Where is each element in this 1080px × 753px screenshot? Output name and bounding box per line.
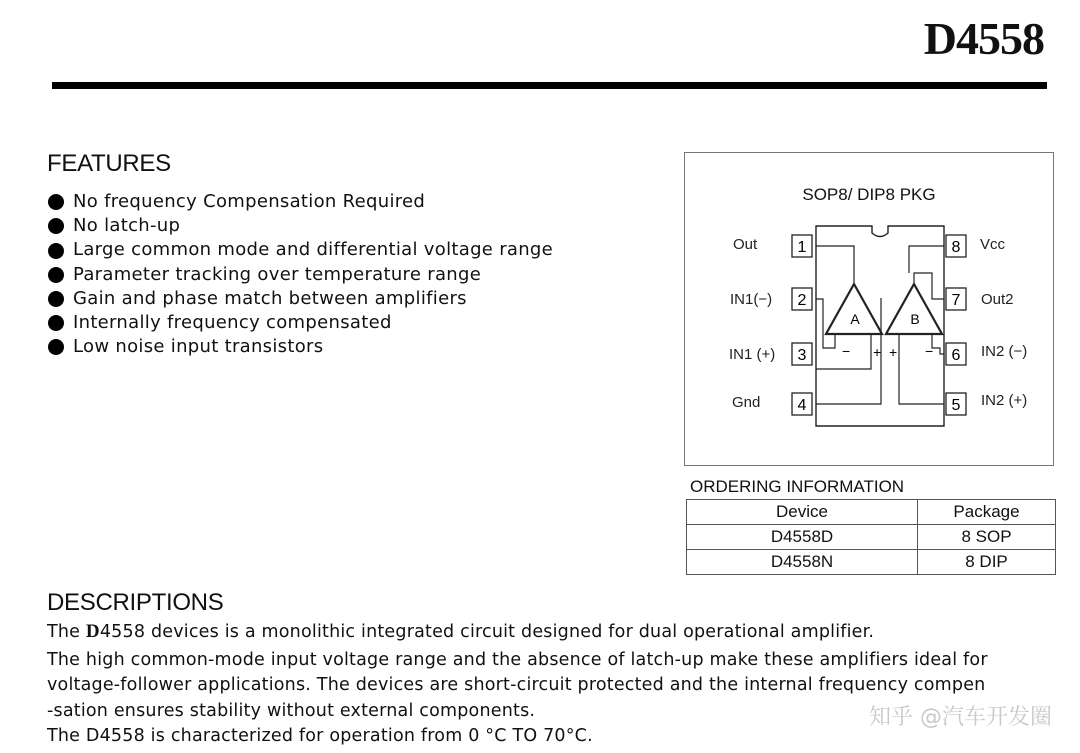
wire-out1	[816, 246, 854, 284]
description-line: -sation ensures stability without external components.	[47, 700, 536, 721]
pin-8-name: Vcc	[980, 236, 1006, 253]
bullet-icon	[48, 218, 64, 234]
chip-body	[816, 226, 944, 426]
pin-6-name: IN2 (−)	[981, 343, 1028, 360]
datasheet-title: D4558	[923, 13, 1044, 64]
pin-5-number: 5	[951, 397, 961, 414]
package-diagram-box	[684, 152, 1054, 466]
bullet-icon	[48, 267, 64, 283]
description-line: voltage-follower applications. The devices are short-circuit protected and the internal frequency compen	[47, 675, 986, 695]
pin-7-number: 7	[951, 292, 961, 309]
amp-b-label: B	[910, 311, 920, 327]
wire-in2-minus	[932, 334, 944, 354]
bullet-icon	[48, 291, 64, 307]
pin-2-number: 2	[797, 292, 807, 309]
description-line: The high common-mode input voltage range and the absence of latch-up make these amplifiers ideal for	[47, 649, 988, 670]
bullet-icon	[48, 339, 64, 355]
header-rule	[52, 82, 1047, 89]
pin-4-number: 4	[797, 397, 807, 414]
wire-in2-plus	[899, 334, 944, 404]
ordering-table	[686, 499, 1056, 575]
table-row	[687, 525, 1056, 550]
feature-item: Low noise input transistors	[48, 335, 553, 359]
pin-8-number: 8	[951, 239, 961, 256]
pin-1-number: 1	[797, 239, 807, 256]
description-line: The D4558 is characterized for operation from 0 °C TO 70°C.	[47, 726, 593, 746]
pin-6-number: 6	[951, 347, 961, 364]
wire-vcc	[909, 246, 944, 273]
features-list	[48, 190, 553, 359]
feature-item: No latch-up	[48, 214, 553, 238]
description-line: The D4558 devices is a monolithic integrated circuit designed for dual operational amplifier.	[47, 621, 875, 642]
wire-out2	[914, 273, 944, 299]
pin-3-name: IN1 (+)	[729, 346, 776, 363]
pin-5-name: IN2 (+)	[981, 392, 1028, 409]
package-cell: 8 SOP	[918, 525, 1056, 550]
package-cell: 8 DIP	[918, 550, 1056, 575]
device-cell: D4558N	[687, 550, 918, 575]
ordering-heading: ORDERING INFORMATION	[690, 477, 905, 496]
pinout-diagram	[685, 153, 1055, 467]
pin-7-name: Out2	[981, 291, 1014, 308]
amp-a-label: A	[850, 311, 860, 327]
feature-item: Parameter tracking over temperature range	[48, 263, 553, 287]
feature-item: No frequency Compensation Required	[48, 190, 553, 214]
table-header-row	[687, 500, 1056, 525]
feature-item: Internally frequency compensated	[48, 311, 553, 335]
feature-item: Gain and phase match between amplifiers	[48, 287, 553, 311]
pin-2-name: IN1(−)	[730, 291, 773, 308]
amp-b-minus: −	[925, 343, 934, 359]
features-heading: FEATURES	[47, 150, 171, 177]
amp-a-minus: −	[842, 343, 851, 359]
package-title: SOP8/ DIP8 PKG	[802, 185, 936, 204]
descriptions-heading: DESCRIPTIONS	[47, 589, 224, 616]
bullet-icon	[48, 243, 64, 259]
amp-b-plus: +	[889, 344, 898, 360]
pin-4-name: Gnd	[732, 394, 761, 411]
bullet-icon	[48, 315, 64, 331]
pin-3-number: 3	[797, 347, 807, 364]
pin-1-name: Out	[733, 236, 758, 253]
amp-a-plus: +	[873, 344, 882, 360]
device-cell: D4558D	[687, 525, 918, 550]
column-header-device: Device	[687, 500, 918, 525]
table-row	[687, 550, 1056, 575]
watermark: 知乎 @汽车开发圈	[869, 705, 1052, 730]
column-header-package: Package	[918, 500, 1056, 525]
feature-item: Large common mode and differential voltage range	[48, 238, 553, 262]
bullet-icon	[48, 194, 64, 210]
